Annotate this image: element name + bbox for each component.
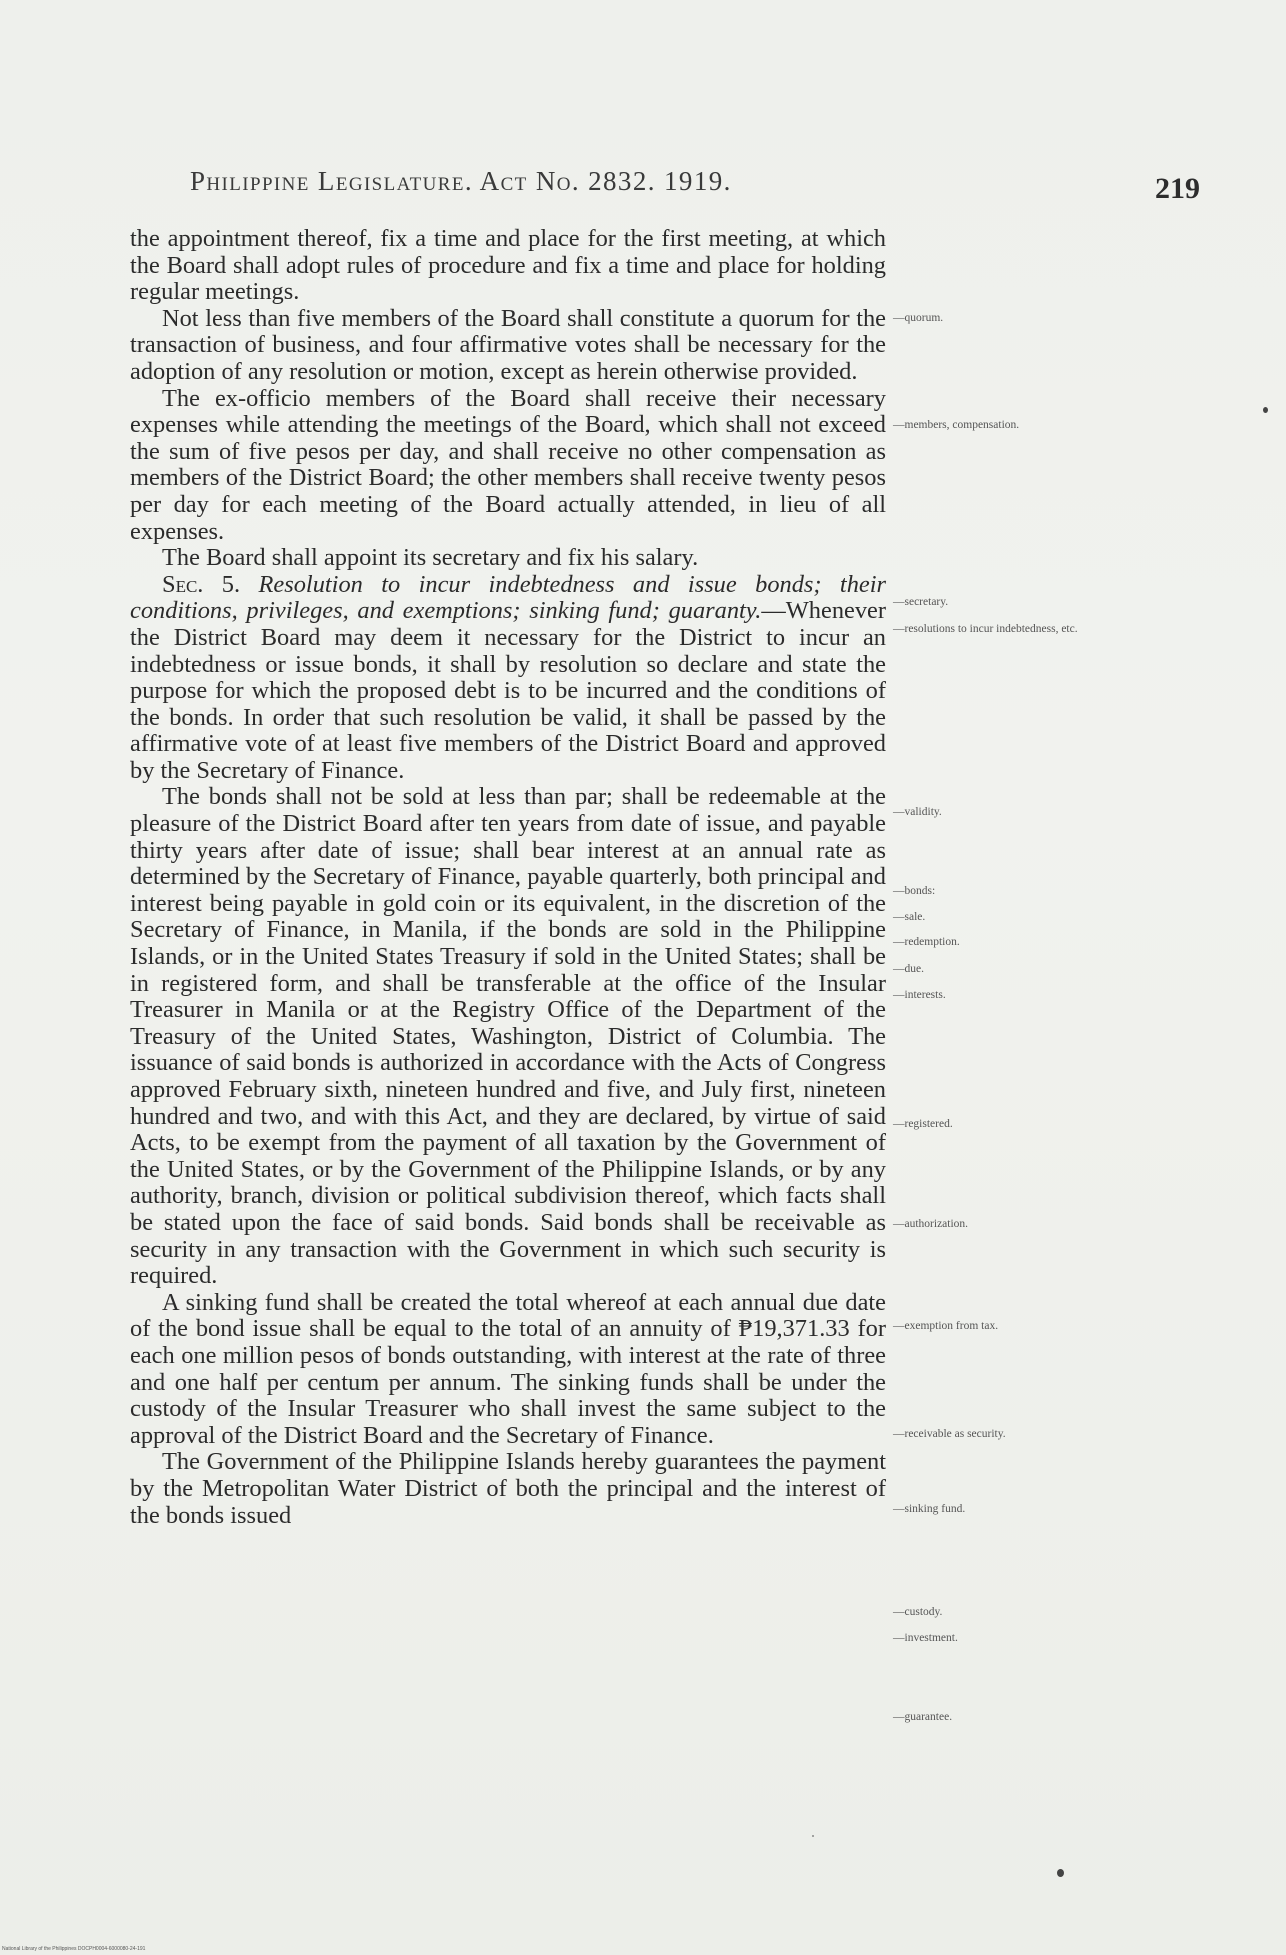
section-5-text: —Whenever the District Board may deem it necessary for the District to incur an indebtedness or issue bonds, it shall by resolution so declare and state the purpose for which the proposed debt is to be incurred and the conditions of the bonds. In order that such resolution be valid, it shall be passed by the affirmative vote of at least five members of the District Board and approved by the Secretary of Finance.: [130, 597, 886, 784]
margin-note-validity: —validity.: [893, 806, 942, 818]
margin-note-members-compensation: —members, compensation.: [893, 419, 1020, 431]
margin-note-sinking-fund: —sinking fund.: [893, 1503, 966, 1515]
scan-credit: National Library of the Philippines DOCPH0004-6000080-24-191: [2, 1946, 146, 1952]
margin-note-redemption: —redemption.: [893, 936, 960, 948]
paragraph-guarantee: The Government of the Philippine Islands hereby guarantees the payment by the Metropolitan Water District of both the principal and the interest of the bonds issued: [130, 1448, 886, 1529]
page-number: 219: [1155, 172, 1200, 205]
margin-note-exemption: —exemption from tax.: [893, 1320, 999, 1332]
margin-note-guarantee: —guarantee.: [893, 1711, 953, 1723]
paragraph-1: the appointment thereof, fix a time and place for the first meeting, at which the Board shall adopt rules of procedure and fix a time and place for holding regular meetings.: [130, 225, 886, 306]
margin-note-quorum: —quorum.: [893, 312, 944, 324]
scan-speck: [1057, 1869, 1064, 1877]
margin-note-authorization: —authorization.: [893, 1218, 969, 1230]
section-caption: Resolution to incur indebtedness and issue bonds; their conditions, privileges, and exemptions; sinking fund; guaranty.: [130, 570, 886, 625]
margin-note-resolutions: —resolutions to incur indebtedness, etc.: [893, 623, 1078, 635]
scan-speck: [812, 1835, 814, 1837]
paragraph-quorum: Not less than five members of the Board shall constitute a quorum for the transaction of business, and four affirmative votes shall be necessary for the adoption of any resolution or motion, except as herein otherwise provided.: [130, 304, 886, 385]
margin-note-due: —due.: [893, 963, 924, 975]
paragraph-section-5: [130, 572, 886, 785]
paragraph-secretary: The Board shall appoint its secretary and fix his salary.: [162, 544, 699, 572]
section-label: Sec. 5.: [162, 570, 241, 598]
margin-note-bonds: —bonds:: [893, 885, 936, 897]
body-text: [130, 226, 886, 1529]
margin-note-interests: —interests.: [893, 989, 946, 1001]
scan-speck: [1263, 407, 1268, 413]
margin-note-registered: —registered.: [893, 1118, 953, 1130]
paragraph-compensation: The ex-officio members of the Board shall receive their necessary expenses while attending the meetings of the Board, which shall not exceed the sum of five pesos per day, and shall receive no other compensation as members of the District Board; the other members shall receive twenty pesos per day for each meeting of the Board actually attended, in lieu of all expenses.: [130, 384, 886, 545]
paragraph-bonds: The bonds shall not be sold at less than par; shall be redeemable at the pleasure of the District Board after ten years from date of issue, and payable thirty years after date of issue; shall bear interest at an annual rate as determined by the Secretary of Finance, payable quarterly, both principal and interest being payable in gold coin or its equivalent, in the discretion of the Secretary of Finance, in Manila, if the bonds are sold in the Philippine Islands, or in the United States Treasury if sold in the United States; shall be in registered form, and shall be transferable at the office of the Insular Treasurer in Manila or at the Registry Office of the Department of the Treasury of the United States, Washington, District of Columbia. The issuance of said bonds is authorized in accordance with the Acts of Congress approved February sixth, nineteen hundred and five, and July first, nineteen hundred and two, and with this Act, and they are declared, by virtue of said Acts, to be exempt from the payment of all taxation by the Government of the United States, or by the Government of the Philippine Islands, or by any authority, branch, division or political subdivision thereof, which facts shall be stated upon the face of said bonds. Said bonds shall be receivable as security in any transaction with the Government in which such security is required.: [130, 783, 886, 1290]
paragraph-sinking-fund: A sinking fund shall be created the total whereof at each annual due date of the bond issue shall be equal to the total of an annuity of ₱19,371.33 for each one million pesos of bonds outstanding, with interest at the rate of three and one half per centum per annum. The sinking funds shall be under the custody of the Insular Treasurer who shall invest the same subject to the approval of the District Board and the Secretary of Finance.: [130, 1288, 886, 1449]
margin-note-custody: —custody.: [893, 1606, 943, 1618]
running-head: Philippine Legislature. Act No. 2832. 1919.: [190, 166, 732, 196]
margin-note-sale: —sale.: [893, 911, 926, 923]
margin-note-investment: —investment.: [893, 1632, 958, 1644]
margin-note-secretary: —secretary.: [893, 596, 949, 608]
margin-note-receivable: —receivable as security.: [893, 1428, 1006, 1440]
page-header: [190, 166, 1200, 206]
